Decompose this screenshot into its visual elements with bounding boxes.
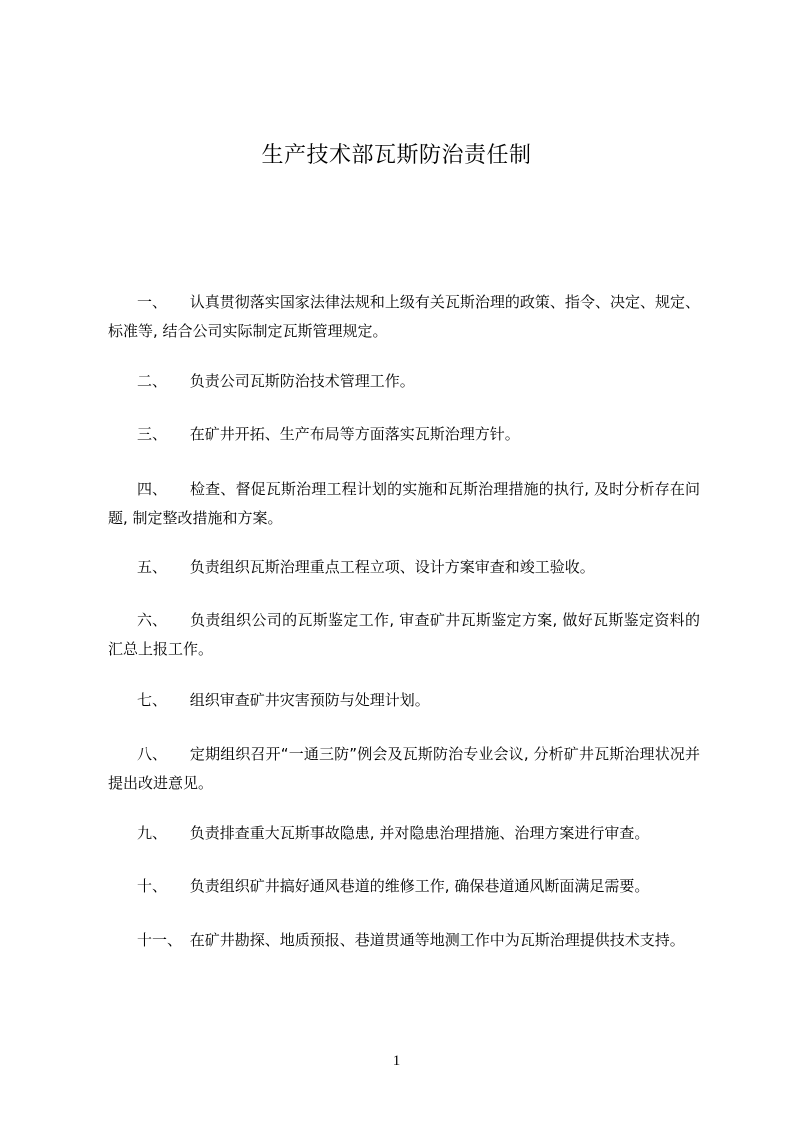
list-item bbox=[108, 686, 700, 715]
list-item bbox=[108, 740, 700, 798]
list-item bbox=[108, 819, 700, 848]
item-number: 六、 bbox=[137, 611, 168, 629]
item-text: 认真贯彻落实国家法律法规和上级有关瓦斯治理的政策、指令、决定、规定、标准等, 结合公司实际制定瓦斯管理规定。 bbox=[108, 293, 700, 340]
item-number: 三、 bbox=[137, 425, 168, 443]
item-number: 七、 bbox=[137, 691, 168, 709]
item-text: 在矿井勘探、地质预报、巷道贯通等地测工作中为瓦斯治理提供技术支持。 bbox=[189, 931, 685, 949]
item-text: 检查、督促瓦斯治理工程计划的实施和瓦斯治理措施的执行, 及时分析存在问题, 制定整改措施和方案。 bbox=[108, 480, 700, 527]
item-number: 五、 bbox=[137, 558, 168, 576]
item-number: 九、 bbox=[137, 824, 168, 842]
item-text: 在矿井开拓、生产布局等方面落实瓦斯治理方针。 bbox=[189, 425, 520, 443]
item-number: 二、 bbox=[137, 372, 168, 390]
list-item bbox=[108, 367, 700, 396]
item-text: 负责公司瓦斯防治技术管理工作。 bbox=[189, 372, 415, 390]
item-text: 定期组织召开“一通三防”例会及瓦斯防治专业会议, 分析矿井瓦斯治理状况并提出改进意见。 bbox=[108, 745, 700, 792]
item-text: 负责组织瓦斯治理重点工程立项、设计方案审查和竣工验收。 bbox=[189, 558, 595, 576]
document-title: 生产技术部瓦斯防治责任制 bbox=[261, 143, 532, 168]
list-item bbox=[108, 553, 700, 582]
item-number: 一、 bbox=[137, 293, 168, 311]
list-item bbox=[108, 420, 700, 449]
item-number: 四、 bbox=[137, 480, 168, 498]
list-item bbox=[108, 475, 700, 533]
item-text: 负责排查重大瓦斯事故隐患, 并对隐患治理措施、治理方案进行审查。 bbox=[189, 824, 650, 842]
item-text: 组织审查矿井灾害预防与处理计划。 bbox=[189, 691, 430, 709]
item-number: 十、 bbox=[137, 877, 168, 895]
list-item bbox=[108, 872, 700, 901]
item-number: 十一、 bbox=[137, 931, 183, 949]
item-text: 负责组织公司的瓦斯鉴定工作, 审查矿井瓦斯鉴定方案, 做好瓦斯鉴定资料的汇总上报工作。 bbox=[108, 611, 700, 658]
item-number: 八、 bbox=[137, 745, 168, 763]
list-item bbox=[108, 288, 700, 346]
page-number: 1 bbox=[392, 1053, 401, 1069]
list-item bbox=[108, 606, 700, 664]
item-text: 负责组织矿井搞好通风巷道的维修工作, 确保巷道通风断面满足需要。 bbox=[189, 877, 650, 895]
list-item bbox=[108, 926, 700, 955]
